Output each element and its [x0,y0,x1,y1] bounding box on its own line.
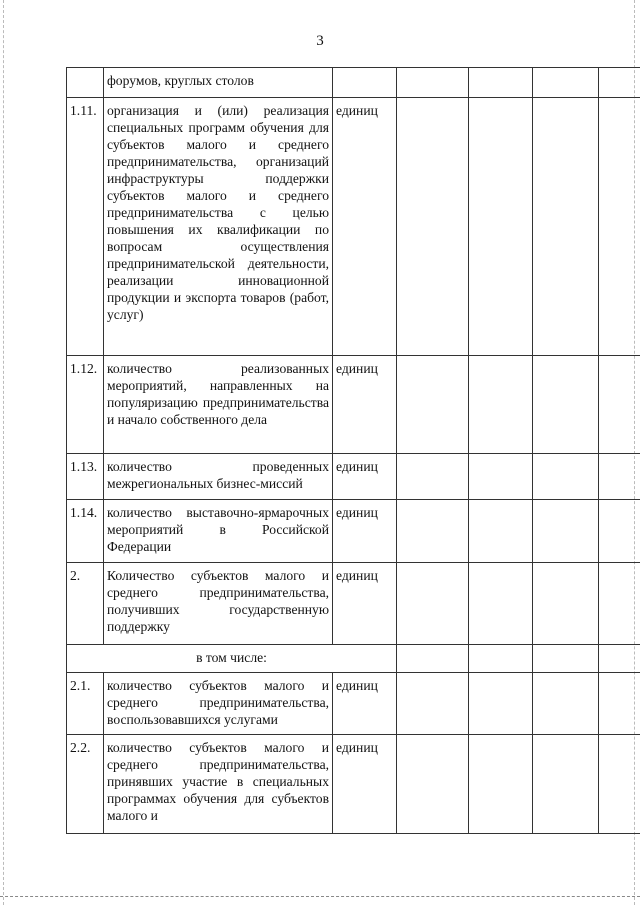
value-cell [533,645,599,673]
value-cell [469,356,533,454]
value-cell [469,454,533,500]
table-row [67,68,640,98]
value-cell [397,645,469,673]
value-cell [397,673,469,735]
value-cell [469,98,533,356]
indicators-table [66,67,640,834]
value-cell [533,735,599,834]
value-cell [469,500,533,563]
table-row [67,673,640,735]
row-number [67,68,104,98]
row-number: 2.1. [67,673,104,735]
row-description: Количество субъектов малого и среднего предпринимательства, получивших государственную поддержку [104,563,333,645]
value-cell [397,356,469,454]
row-unit: единиц [333,563,397,645]
scan-edge-left [3,0,4,905]
value-cell [599,454,640,500]
row-unit: единиц [333,735,397,834]
value-cell [397,454,469,500]
value-cell [469,645,533,673]
table-row [67,454,640,500]
value-cell [599,356,640,454]
scan-edge-bottom [0,896,640,897]
row-description: количество реализованных мероприятий, направленных на популяризацию предпринимательства и начало собственного дела [104,356,333,454]
value-cell [533,454,599,500]
row-number: 1.14. [67,500,104,563]
row-description: количество проведенных межрегиональных бизнес-миссий [104,454,333,500]
row-number: 2. [67,563,104,645]
value-cell [533,673,599,735]
value-cell [599,563,640,645]
row-unit: единиц [333,673,397,735]
value-cell [599,98,640,356]
value-cell [599,68,640,98]
value-cell [533,356,599,454]
value-cell [533,500,599,563]
row-description: количество выставочно-ярмарочных мероприятий в Российской Федерации [104,500,333,563]
value-cell [599,645,640,673]
value-cell [397,735,469,834]
value-cell [397,98,469,356]
value-cell [397,563,469,645]
row-number: 1.12. [67,356,104,454]
table-row [67,735,640,834]
table-row [67,500,640,563]
value-cell [533,98,599,356]
value-cell [599,673,640,735]
row-description: организация и (или) реализация специальных программ обучения для субъектов малого и среднего предпринимательства, организаций инфраструктуры поддержки субъектов малого и среднего предпринимательства с целью повышения их квалификации по вопросам осуществления предпринимательской деятельности, реализации инновационной продукции и экспорта товаров (работ, услуг) [104,98,333,356]
value-cell [397,500,469,563]
table-row [67,563,640,645]
value-cell [599,735,640,834]
table-row [67,356,640,454]
row-description: количество субъектов малого и среднего предпринимательства, принявших участие в специальных программах обучения для субъектов малого и [104,735,333,834]
row-unit: единиц [333,500,397,563]
value-cell [469,68,533,98]
row-number: 2.2. [67,735,104,834]
value-cell [397,68,469,98]
subheading-row [67,645,640,673]
value-cell [533,563,599,645]
value-cell [533,68,599,98]
row-unit: единиц [333,98,397,356]
row-number: 1.13. [67,454,104,500]
subheading: в том числе: [67,645,397,673]
value-cell [469,563,533,645]
row-number: 1.11. [67,98,104,356]
page-number: 3 [316,33,324,49]
row-description: форумов, круглых столов [104,68,333,98]
value-cell [599,500,640,563]
table-row [67,98,640,356]
row-unit: единиц [333,454,397,500]
value-cell [469,735,533,834]
row-unit: единиц [333,356,397,454]
value-cell [469,673,533,735]
row-unit [333,68,397,98]
row-description: количество субъектов малого и среднего предпринимательства, воспользовавшихся услугами [104,673,333,735]
